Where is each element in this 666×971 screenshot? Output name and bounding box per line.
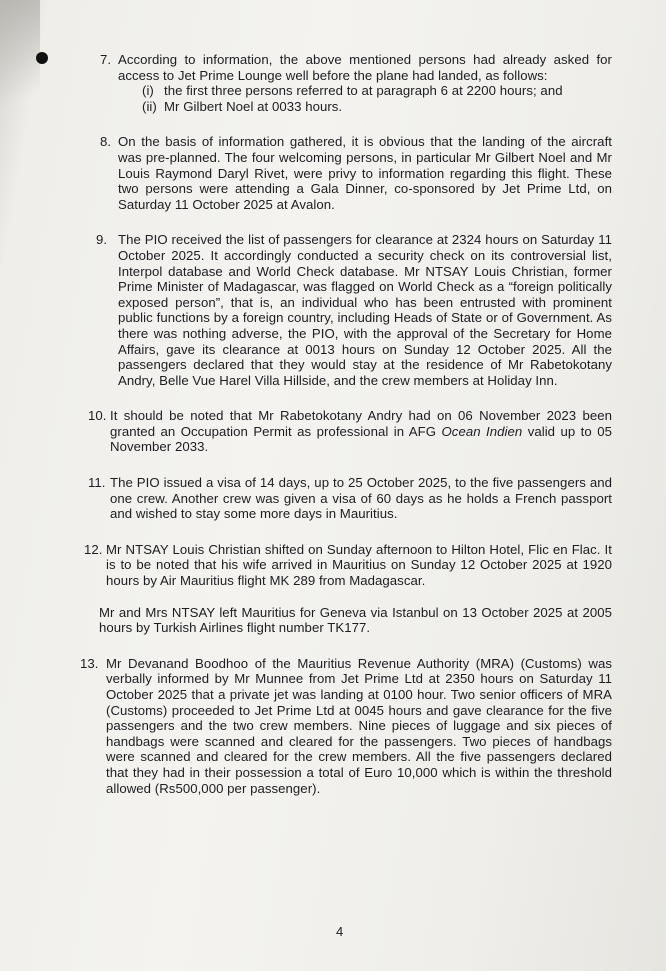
paragraph-10 bbox=[88, 408, 612, 455]
paragraph-12 bbox=[84, 542, 612, 589]
document-body bbox=[80, 52, 612, 816]
paragraph-text bbox=[110, 408, 612, 455]
paragraph-text: Mr NTSAY Louis Christian shifted on Sunday afternoon to Hilton Hotel, Flic en Flac. It is to be noted that his wife arrived in Mauritius on Sunday 12 October 2025 at 1920 hours by Air Mauritius flight MK 289 from Madagascar. bbox=[106, 541, 612, 589]
paragraph-text: The PIO received the list of passengers for clearance at 2324 hours on Saturday 11 October 2025. It accordingly conducted a security check on its controversial list, Interpol database and World Check database. Mr NTSAY Louis Christian, former Prime Minister of Madagascar, was flagged on World Check as a “foreign politically exposed person”, that is, an individual who has been entrusted with prominent public functions by a foreign country, including Heads of State or of Government. As there was nothing adverse, the PIO, with the approval of the Secretary for Home Affairs, gave its clearance at 0013 hours on Sunday 12 October 2025. All the passengers declared that they would stay at the residence of Mr Rabetokotany Andry, Belle Vue Harel Villa Hillside, and the crew members at Holiday Inn. bbox=[118, 232, 612, 388]
paragraph-9 bbox=[96, 232, 612, 388]
page-number: 4 bbox=[336, 924, 344, 939]
paragraph-text-italic: Ocean Indien bbox=[441, 423, 523, 439]
punch-hole bbox=[36, 52, 48, 64]
page-shadow bbox=[0, 0, 40, 120]
paragraph-number: 9. bbox=[96, 232, 108, 248]
paragraph-11 bbox=[88, 475, 612, 522]
paragraph-number: 13. bbox=[80, 655, 99, 671]
paragraph-number: 11. bbox=[88, 475, 106, 491]
sub-item-text: Mr Gilbert Noel at 0033 hours. bbox=[164, 98, 343, 114]
paragraph-number: 7. bbox=[100, 52, 112, 67]
paragraph-8 bbox=[100, 134, 612, 212]
sub-item-ii bbox=[118, 99, 612, 115]
paragraph-13 bbox=[80, 656, 612, 796]
paragraph-number: 8. bbox=[100, 134, 112, 150]
paragraph-number: 12. bbox=[84, 541, 103, 557]
sub-item-i bbox=[118, 83, 612, 99]
paragraph-7 bbox=[100, 52, 612, 114]
paragraph-12-continuation: Mr and Mrs NTSAY left Mauritius for Geneva via Istanbul on 13 October 2025 at 2005 hours by Turkish Airlines flight number TK177. bbox=[99, 604, 612, 636]
paragraph-text: Mr Devanand Boodhoo of the Mauritius Revenue Authority (MRA) (Customs) was verbally informed by Mr Munnee from Jet Prime Ltd at 2350 hours on Saturday 11 October 2025 that a private jet was landing at 0100 hour. Two senior officers of MRA (Customs) proceeded to Jet Prime Ltd at 0045 hours and gave clearance for the five passengers and the two crew members. Nine pieces of luggage and six pieces of handbags were scanned and cleared for the passengers. Two pieces of handbags were scanned and cleared for the crew members. All the five passengers declared that they had in their possession a total of Euro 10,000 which is within the threshold allowed (Rs500,000 per passenger). bbox=[106, 655, 612, 796]
paragraph-text: According to information, the above mentioned persons had already asked for access to Jet Prime Lounge well before the plane had landed, as follows: bbox=[118, 52, 612, 83]
paragraph-text-start: It should be noted that Mr Rabetokotany Andry had on 06 November 2023 been granted an Occupation Permit as professional in AFG bbox=[110, 408, 612, 439]
paragraph-text: On the basis of information gathered, it is obvious that the landing of the aircraft was pre-planned. The four welcoming persons, in particular Mr Gilbert Noel and Mr Louis Raymond Daryl Rivet, were privy to information regarding this flight. These two persons were attending a Gala Dinner, co-sponsored by Jet Prime Ltd, on Saturday 11 October 2025 at Avalon. bbox=[118, 134, 612, 212]
sub-item-text: the first three persons referred to at paragraph 6 at 2200 hours; and bbox=[164, 83, 563, 99]
paragraph-number: 10. bbox=[88, 408, 107, 424]
sub-item-number: (i) bbox=[142, 83, 154, 99]
paragraph-text: The PIO issued a visa of 14 days, up to 25 October 2025, to the five passengers and one crew. Another crew was given a visa of 60 days as he holds a French passport and wished to stay some more days in Mauritius. bbox=[110, 475, 612, 522]
paragraph-text-end: valid up to 05 November 2033. bbox=[110, 423, 612, 455]
sub-item-number: (ii) bbox=[142, 98, 157, 114]
